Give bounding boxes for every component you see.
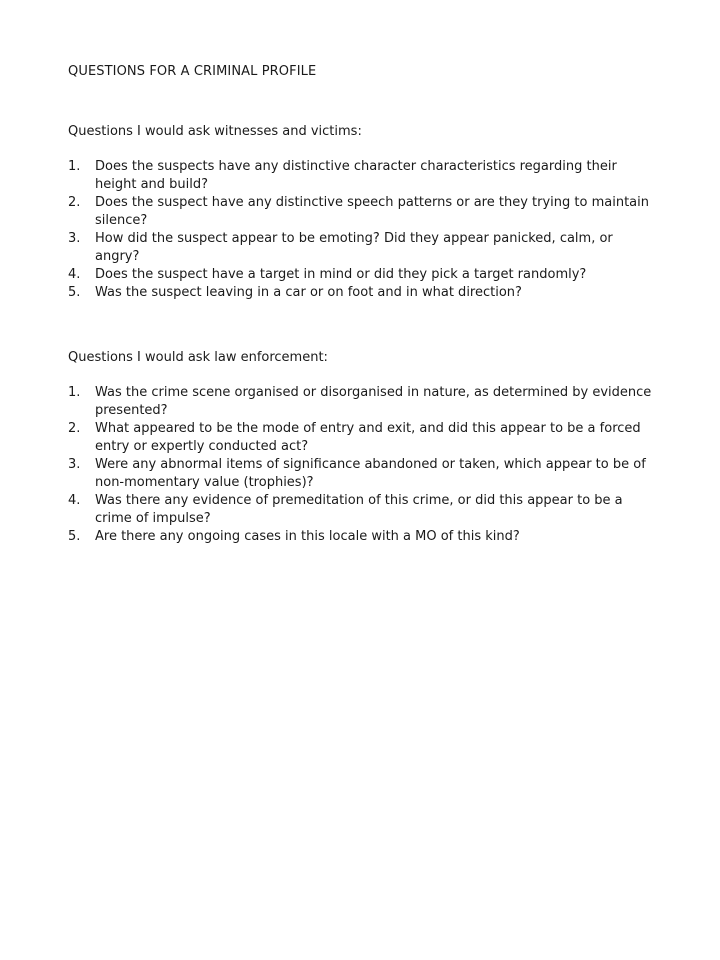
question-text: How did the suspect appear to be emoting? Did they appear panicked, calm, or angry?	[95, 231, 613, 264]
witnesses-section-heading: Questions I would ask witnesses and victims:	[68, 124, 362, 139]
question-text: Was the suspect leaving in a car or on foot and in what direction?	[95, 285, 522, 300]
witnesses-question-list	[68, 158, 660, 302]
list-item	[68, 194, 660, 230]
law-enforcement-section	[68, 348, 660, 546]
question-number: 4.	[68, 267, 81, 282]
list-item	[68, 384, 660, 420]
list-item	[68, 266, 660, 284]
question-number: 4.	[68, 493, 81, 508]
question-text: Are there any ongoing cases in this locale with a MO of this kind?	[95, 529, 520, 544]
law-enforcement-section-heading: Questions I would ask law enforcement:	[68, 350, 328, 365]
question-number: 1.	[68, 385, 81, 400]
question-text: Does the suspects have any distinctive character characteristics regarding their height and build?	[95, 159, 617, 192]
list-item	[68, 528, 660, 546]
document-title: QUESTIONS FOR A CRIMINAL PROFILE	[68, 64, 317, 79]
question-number: 3.	[68, 457, 81, 472]
question-text: Was there any evidence of premeditation of this crime, or did this appear to be a crime of impulse?	[95, 493, 623, 526]
question-number: 2.	[68, 421, 81, 436]
list-item	[68, 420, 660, 456]
question-text: Does the suspect have any distinctive speech patterns or are they trying to maintain silence?	[95, 195, 649, 228]
question-text: What appeared to be the mode of entry and exit, and did this appear to be a forced entry or expertly conducted act?	[95, 421, 641, 454]
list-item	[68, 492, 660, 528]
question-text: Was the crime scene organised or disorganised in nature, as determined by evidence presented?	[95, 385, 652, 418]
law-enforcement-question-list	[68, 384, 660, 546]
question-number: 3.	[68, 231, 81, 246]
question-number: 2.	[68, 195, 81, 210]
list-item	[68, 158, 660, 194]
list-item	[68, 230, 660, 266]
list-item	[68, 456, 660, 492]
question-number: 5.	[68, 529, 81, 544]
question-number: 5.	[68, 285, 81, 300]
list-item	[68, 284, 660, 302]
witnesses-section	[68, 122, 660, 302]
question-number: 1.	[68, 159, 81, 174]
question-text: Does the suspect have a target in mind or did they pick a target randomly?	[95, 267, 587, 282]
question-text: Were any abnormal items of significance abandoned or taken, which appear to be of non-momentary value (trophies)?	[95, 457, 646, 490]
